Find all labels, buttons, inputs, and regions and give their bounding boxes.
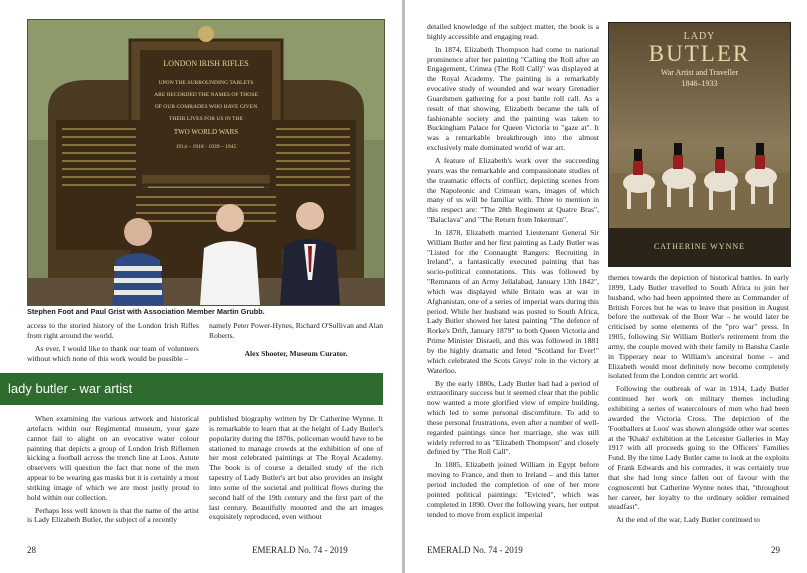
running-footer-right: EMERALD No. 74 - 2019 xyxy=(427,545,523,555)
right-paragraph-6: In 1885, Elizabeth joined William in Egypt before moving to France, and then to Ireland – and this latter period included the completion of one of her more pointed political paintings: "Evicted", which was completed in 1890. Over the following years, her output tended to move from explicit imperial xyxy=(427,460,599,519)
plaque-line-2: UPON THE SURROUNDING TABLETS xyxy=(158,80,254,86)
body-paragraph-3: published biography written by Dr Catherine Wynne. It is remarkable to learn that at the height of Lady Butler's popularity during the 1870s, policeman would have to be stationed to manage crowds at the exhibition of one of her most celebrated paintings at The Royal Academy. The book is of course a detailed study of the rich tapestry of Lady Butler's art but also provides an insight into some of the societal and political flows during the second half of the 19th century and the first part of the last century. Beautifully mounted and the art images exquisitely reproduced, even without xyxy=(209,414,383,522)
photo-caption: Stephen Foot and Paul Grist with Association Member Martin Grubb. xyxy=(27,307,265,316)
right-column-1 xyxy=(427,22,599,522)
right-column-2 xyxy=(608,273,789,528)
intro-column-2 xyxy=(209,321,383,362)
book-author: CATHERINE WYNNE xyxy=(653,242,746,251)
plaque-line-3: ARE RECORDED THE NAMES OF THOSE xyxy=(154,92,258,98)
right-paragraph-9: At the end of the war, Lady Butler continued to xyxy=(616,515,760,525)
right-paragraph-4: In 1878, Elizabeth married Lieutenant General Sir William Butler and her first painting as Lady Butler was "Listed for the Connaught Rangers: Recruiting in Ireland", a fantastically executed painting that has socio-political connotations. This was followed by "Remnants of an Army Jellalabad, January 13th 1842", which was displayed while Britain was at war in Afghanistan, one of a series of imperial wars during this period. While her husband was posted to South Africa, Lady Butler showed her latest painting "The defence of Rorke's Drift, January 1879" to both Queen Victoria and Prime Minister Disraeli, and this was followed in 1881 by the highly dramatic and feted "Scotland for Ever!" which celebrated the Scots Greys' role in the victory at Waterloo. xyxy=(427,227,599,375)
right-paragraph-3: A feature of Elizabeth's work over the succeeding years was the remarkable and compassionate studies of the traumatic effects of conflict, depicting scenes from the Napoleonic and Crimean wars, images of which many of us will be familiar with. Three to mention in this respect are: "The 28th Regiment at Quatre Bras", "Balaclava" and "The Return from Inkerman". xyxy=(427,155,599,225)
book-subtitle: War Artist and Traveller xyxy=(660,68,739,77)
right-paragraph-1: detailed knowledge of the subject matter, the book is a highly accessible and engaging read. xyxy=(427,22,599,41)
intro-paragraph-3: namely Peter Power-Hynes, Richard O'Sullivan and Alan Roberts. xyxy=(209,321,383,340)
body-paragraph-1: When examining the various artwork and historical artefacts within our Regimental museum, your gaze cannot fail to alight on an evocative water colour painting that depicts a group of London Irish Riflemen kicking a football across the trench line at Loos. Astute observers will question the fact that none of the men appear to be wearing gas masks but it is certainly a most striking image of which we are most justly proud to hold within our collection. xyxy=(27,414,199,502)
book-cover xyxy=(608,22,791,267)
body-paragraph-2: Perhaps less well known is that the name of the artist is Lady Elizabeth Butler, the subject of a recently xyxy=(27,505,199,525)
page-number-left: 28 xyxy=(27,545,36,555)
plaque-line-4: OF OUR COMRADES WHO HAVE GIVEN xyxy=(154,104,258,110)
body-column-2 xyxy=(209,414,383,525)
right-page xyxy=(405,0,807,573)
book-title-big: BUTLER xyxy=(648,41,751,66)
intro-paragraph-1: access to the storied history of the London Irish Rifles from right around the world. xyxy=(27,321,199,340)
plaque-line-6: TWO WORLD WARS xyxy=(173,128,239,136)
right-paragraph-2: In 1874, Elizabeth Thompson had come to national prominence after her painting "Calling the Roll after an Engagement, Crimea (The Roll Call)" was displayed at the Royal Academy. The painting is a remarkably evocative study of wounded and war weary Grenadier Guardsmen gathering for a post battle roll call. As a result of that showing, Elizabeth became the talk of fashionable society and the painting was taken to Buckingham Palace for Queen Victoria to "gaze at". It was a remarkable breakthrough into the almost exclusively male dominated world of war art. xyxy=(427,44,599,153)
book-years: 1846–1933 xyxy=(681,79,718,88)
right-paragraph-7: themes towards the depiction of historical battles. In early 1899, Lady Butler travelled to South Africa to join her husband, who had been appointed there as Commander of British Forces but he was to leave that position in August before the outbreak of the Boer War – he would later be criticised by some elements of the "pro war" press. In 1905, following Sir William Butler's retirement from the army, the couple moved with their family to Bansha Castle in Tipperary near to William's ancestral home – and Elizabeth would most definitely now become completely isolated from the London centric art world. xyxy=(608,273,789,381)
page-number-right: 29 xyxy=(771,545,780,555)
right-paragraph-8: Following the outbreak of war in 1914, Lady Butler continued her work on military themes including exhibiting a series of watercolours of men who had been awarded the Victoria Cross. The depiction of the 'Footballers at Loos' was shown alongside other war scenes at the 'Khaki' exhibition at the Leicester Galleries in May 1917 with all proceeds going to the Officers' Families Fund. By the time Lady Butler came to look at the exploits of Frank Edwards and his comrades, it was certainly true that she had long since fallen out of favour with the cognoscenti but Catherine Wynne notes that, "throughout her career, her loyalty to the ordinary soldier remained steadfast". xyxy=(608,384,789,512)
plaque-line-7: 1914 – 1918 · 1939 – 1945 xyxy=(175,144,237,150)
plaque-line-5: THEIR LIVES FOR US IN THE xyxy=(168,116,244,122)
intro-paragraph-2: As ever, I would like to thank our team of volunteers without which none of this work would be possible – xyxy=(27,343,199,363)
plaque-line-1: LONDON IRISH RIFLES xyxy=(163,59,249,68)
section-banner: lady butler - war artist xyxy=(0,373,383,405)
book-title-small: LADY xyxy=(683,31,716,42)
running-footer-left: EMERALD No. 74 - 2019 xyxy=(252,545,348,555)
left-page xyxy=(0,0,402,573)
curator-signature: Alex Shooter, Museum Curator. xyxy=(244,348,348,358)
body-column-1 xyxy=(27,414,199,528)
intro-column-1 xyxy=(27,321,199,366)
memorial-photo xyxy=(27,19,385,306)
right-paragraph-5: By the early 1880s, Lady Butler had had a period of extraordinary success but it seemed clear that the public now wanted a more glorified view of empire building, which led to some personal discomfiture. To add to these personal frustrations, even after a number of well-regarded paintings since her marriage, she was still widely referred to as "Elizabeth Thompson" and closely defined by "The Roll Call". xyxy=(427,378,599,457)
